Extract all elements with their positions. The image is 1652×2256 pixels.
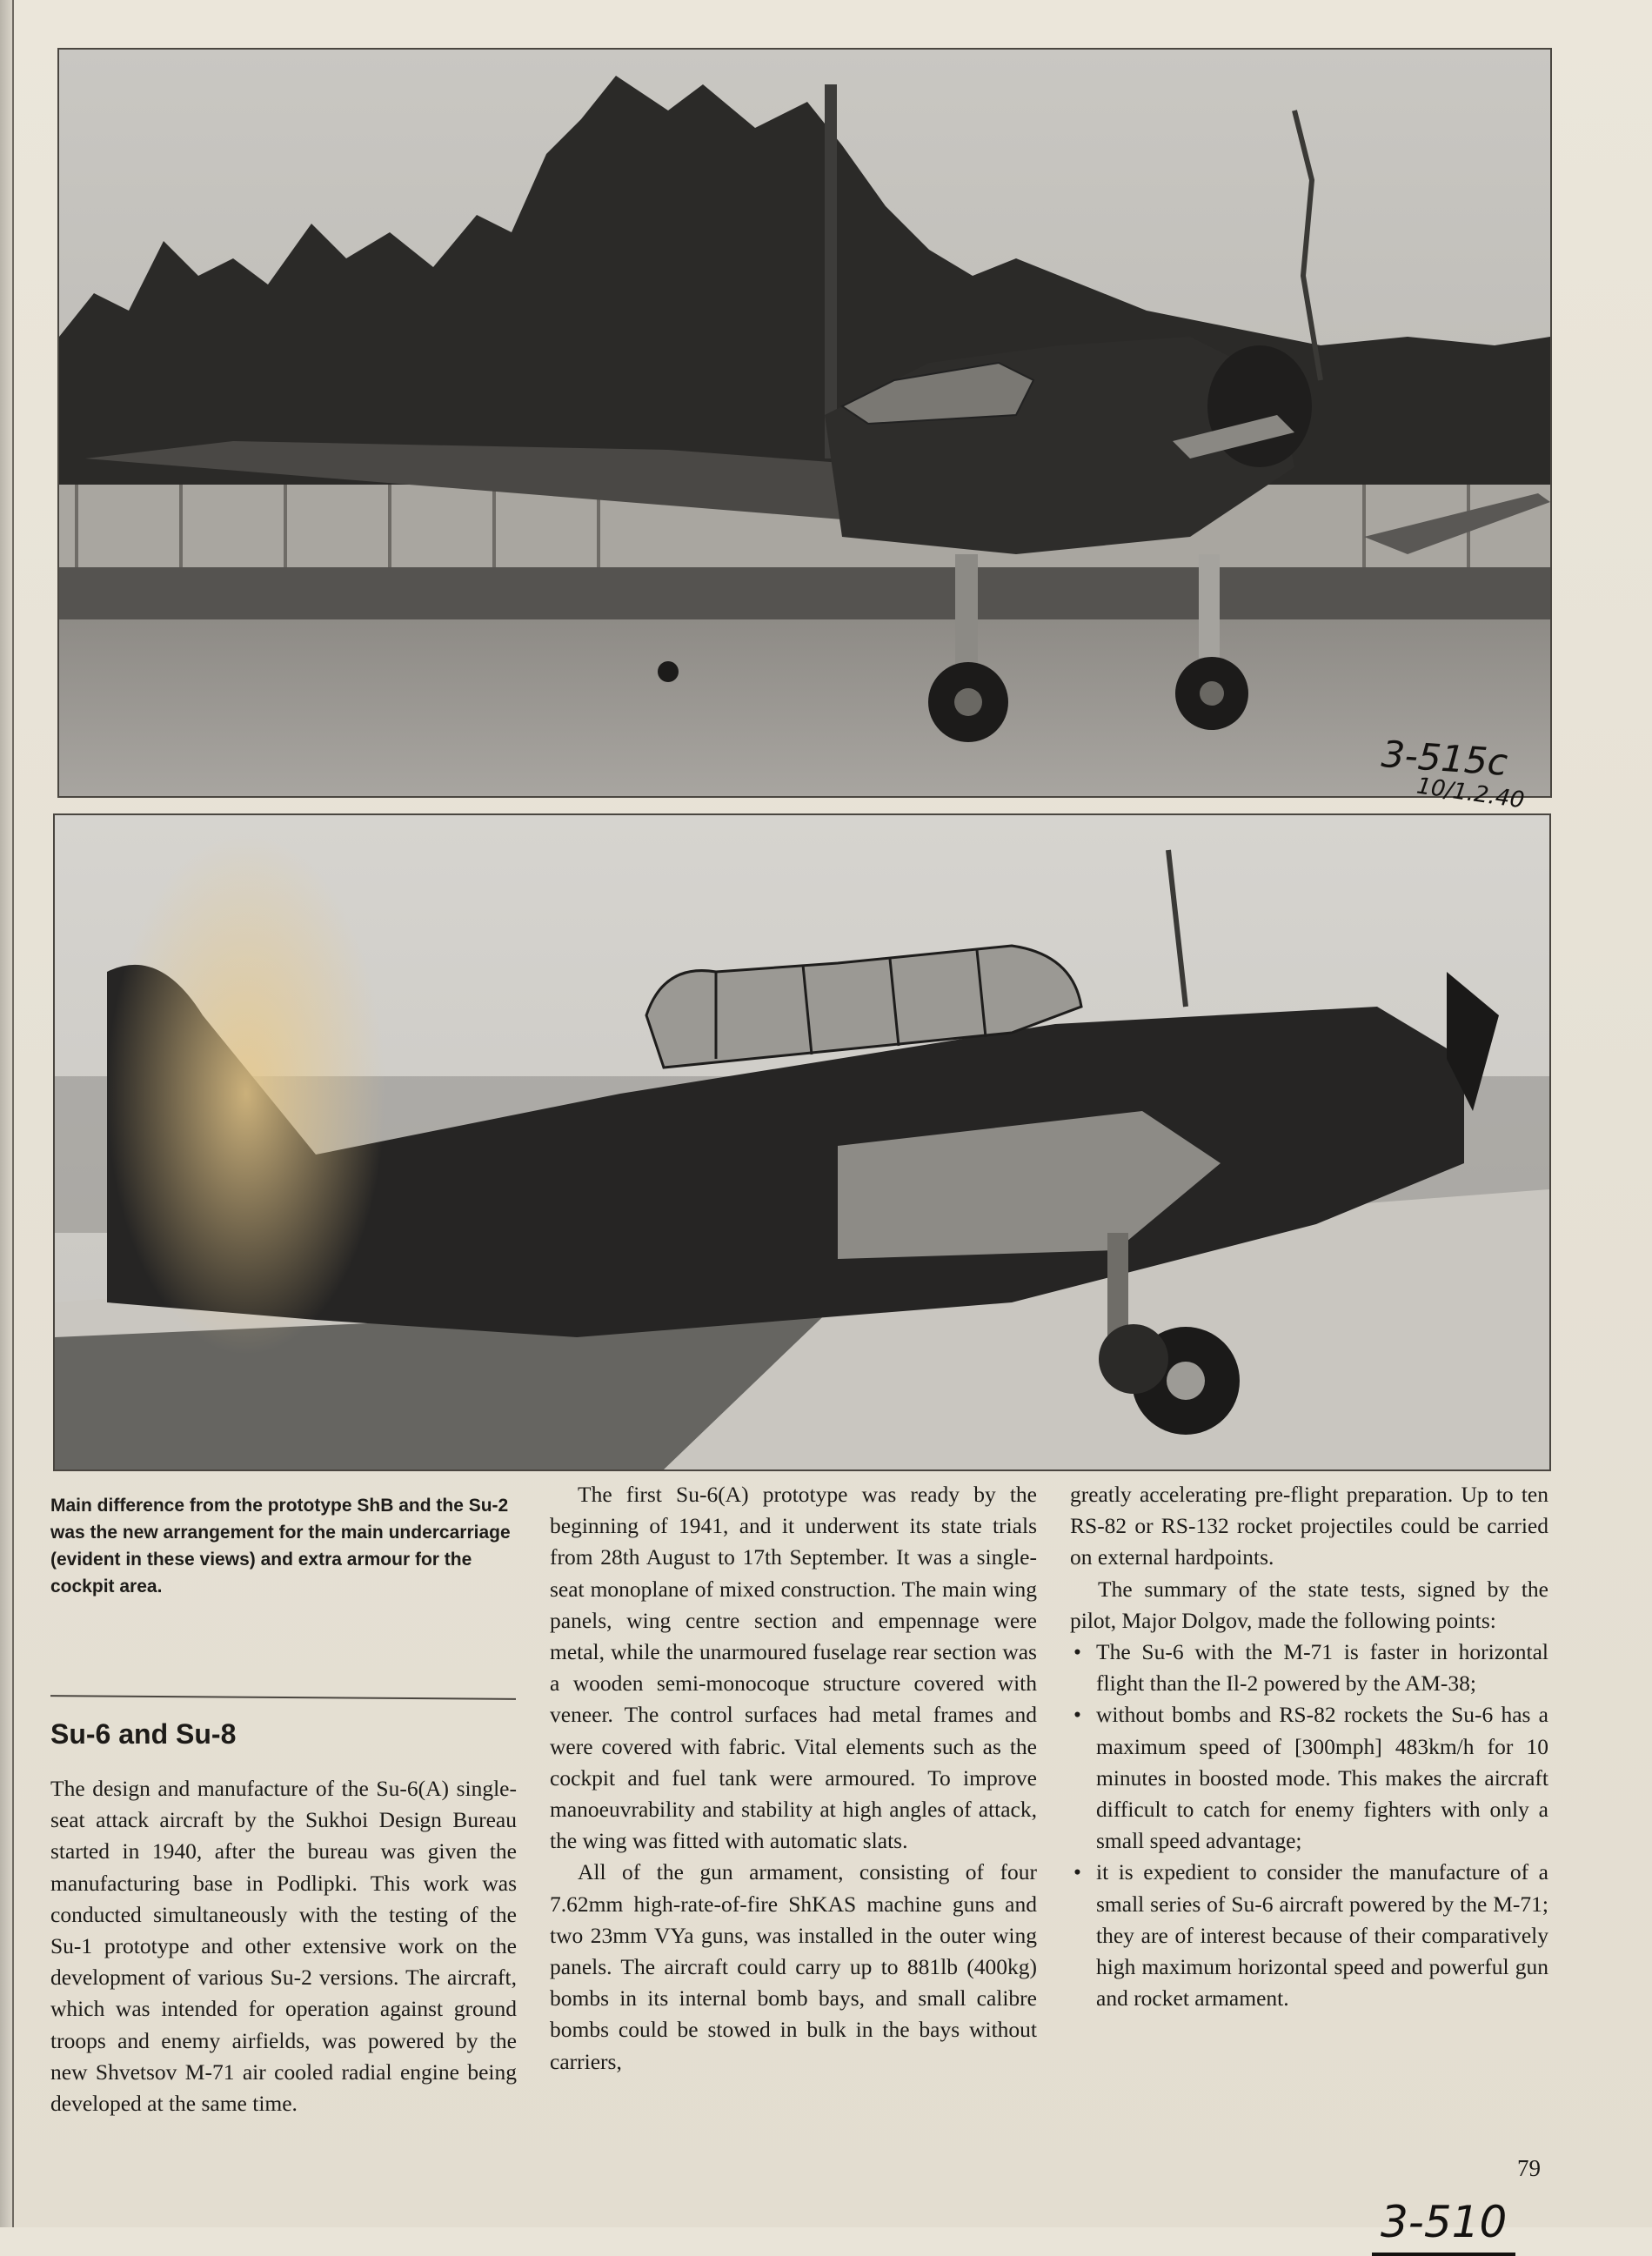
aircraft-photo-1 xyxy=(59,50,1550,796)
section-divider xyxy=(50,1695,516,1700)
page-number: 79 xyxy=(1517,2155,1541,2181)
text-column-2 xyxy=(550,1479,1037,2078)
text-column-3 xyxy=(1070,1479,1548,2014)
photo-annotation-number: 3-510 xyxy=(1372,2197,1515,2256)
section-heading: Su-6 and Su-8 xyxy=(50,1718,237,1750)
text-column-1 xyxy=(50,1773,517,2119)
paragraph: All of the gun armament, consisting of four 7.62mm high-rate-of-fire ShKAS machine guns and two 23mm VYa guns, was installed in the outer wing panels. The aircraft could carry up to 881lb (400kg) bombs in its internal bomb bays, and small calibre bombs could be stowed in bulk in the bays without carriers, xyxy=(550,1859,1037,2074)
list-item-text: it is expedient to consider the manufacture of a small series of Su-6 aircraft powered by the M-71; they are of interest because of their comparatively high maximum horizontal speed and powerful gun and rocket armament. xyxy=(1096,1859,1548,2012)
list-item xyxy=(1070,1857,1548,2014)
paragraph: The first Su-6(A) prototype was ready by the beginning of 1941, and it underwent its state trials from 28th August to 17th September. It was a single-seat monoplane of mixed construction. The main wing panels, wing centre section and empennage were metal, while the unarmoured fuselage rear section was a wooden semi-monocoque structure covered with veneer. The control surfaces had metal frames and were covered with fabric. Vital elements such as the cockpit and fuel tank were armoured. To improve manoeuvrability and stability at high angles of attack, the wing was fitted with automatic slats. xyxy=(550,1482,1037,1854)
list-item xyxy=(1070,1699,1548,1857)
photo-su6-three-quarter xyxy=(57,48,1552,814)
paragraph: The summary of the state tests, signed by the pilot, Major Dolgov, made the following points: xyxy=(1070,1576,1548,1633)
photo-annotation-date: 10/1.2.40 xyxy=(1415,773,1527,814)
list-item-text: without bombs and RS-82 rockets the Su-6 has a maximum speed of [300mph] 483km/h for 10 minutes in boosted mode. This makes the aircraft difficult to catch for enemy fighters with only a small speed advantage; xyxy=(1096,1702,1548,1854)
bullet-icon: • xyxy=(1073,1702,1081,1728)
bullet-icon: • xyxy=(1073,1639,1081,1665)
list-item-text: The Su-6 with the M-71 is faster in horizontal flight than the Il-2 powered by the AM-38; xyxy=(1096,1639,1548,1697)
photo-caption: Main difference from the prototype ShB and the Su-2 was the new arrangement for the main undercarriage (evident in these views) and extra armour for the cockpit area. xyxy=(50,1496,511,1597)
paragraph: greatly accelerating pre-flight preparation. Up to ten RS-82 or RS-132 rocket projectiles could be carried on external hardpoints. xyxy=(1070,1482,1548,1570)
list-item xyxy=(1070,1637,1548,1699)
paragraph: The design and manufacture of the Su-6(A) single-seat attack aircraft by the Sukhoi Design Bureau started in 1940, after the bureau was given the manufacturing base in Podlipki. This work was conducted simultaneously with the testing of the Su-1 prototype and other extensive work on the development of various Su-2 versions. The aircraft, which was intended for operation against ground troops and enemy airfields, was powered by the new Shvetsov M-71 air cooled radial engine being developed at the same time. xyxy=(50,1776,517,2117)
book-binding xyxy=(0,0,14,2227)
aircraft-photo-2 xyxy=(55,815,1549,1469)
bullet-icon: • xyxy=(1073,1859,1081,1885)
photo-annotation-number: 3-515c xyxy=(1380,732,1509,785)
test-summary-list xyxy=(1070,1637,1548,2014)
book-page xyxy=(14,0,1652,2247)
